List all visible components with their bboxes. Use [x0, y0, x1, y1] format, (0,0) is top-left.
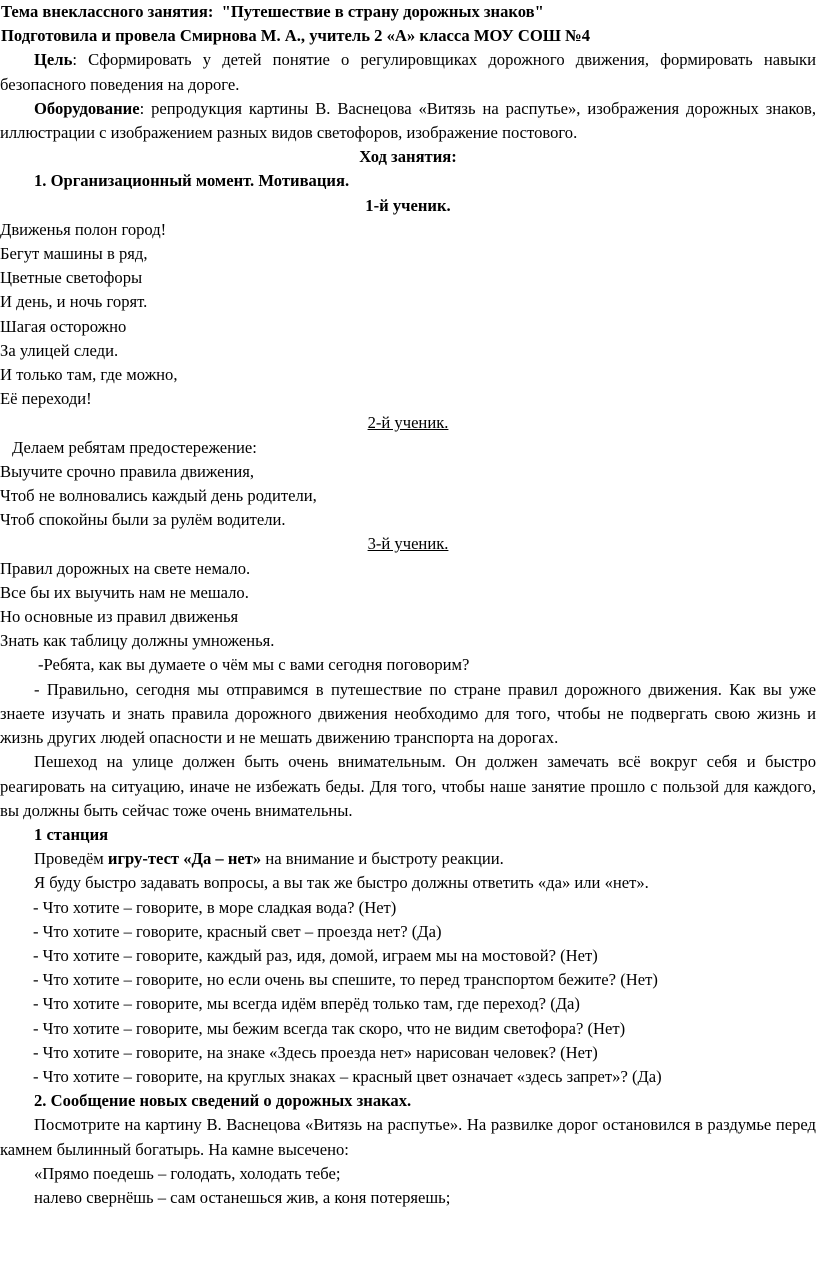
verse-line: Чтоб не волновались каждый день родители,: [0, 486, 317, 506]
section2-title: 2. Сообщение новых сведений о дорожных знаках.: [34, 1091, 412, 1111]
goal-paragraph: [0, 48, 816, 96]
intro-pre: Проведём: [34, 849, 108, 869]
station1-title: 1 станция: [34, 824, 109, 844]
student3-label: 3-й ученик.: [367, 534, 449, 554]
station1-intro: [0, 847, 816, 871]
student2-label: 2-й ученик.: [367, 413, 449, 433]
equipment-text: : репродукция картины В. Васнецова «Витязь на распутье», изображения дорожных знаков, иллюстрации с изображением разных видов светофоров, изображение постового.: [0, 98, 816, 143]
verse-line: И день, и ночь горят.: [0, 292, 148, 312]
list-item: - Что хотите – говорите, мы всегда идём вперёд только там, где переход? (Да): [33, 994, 580, 1014]
goal-label: Цель: [34, 50, 73, 70]
intro-post: на внимание и быстроту реакции.: [261, 849, 504, 869]
list-item: - Что хотите – говорите, каждый раз, идя, домой, играем мы на мостовой? (Нет): [33, 945, 598, 965]
equipment-paragraph: [0, 97, 816, 145]
list-item: - Что хотите – говорите, красный свет – проезда нет? (Да): [33, 921, 442, 941]
verse-line: Знать как таблицу должны умноженья.: [0, 631, 275, 651]
verse-line: И только там, где можно,: [0, 365, 178, 385]
topic-value: "Путешествие в страну дорожных знаков": [221, 2, 544, 21]
question-paragraph: -Ребята, как вы думаете о чём мы с вами сегодня поговорим?: [38, 655, 470, 675]
student3-verse: [0, 557, 816, 654]
list-item: - Что хотите – говорите, мы бежим всегда так скоро, что не видим светофора? (Нет): [33, 1018, 626, 1038]
verse-line: Цветные светофоры: [0, 268, 143, 288]
verse-line: Правил дорожных на свете немало.: [0, 558, 251, 578]
topic-line: [0, 0, 816, 24]
topic-label: Тема внеклассного занятия:: [1, 2, 214, 21]
verse-line: Чтоб спокойны были за рулём водители.: [0, 510, 286, 530]
quote-line: налево свернёшь – сам останешься жив, а коня потеряешь;: [34, 1187, 451, 1207]
intro-bold: игру-тест «Да – нет»: [107, 849, 262, 869]
verse-line: Все бы их выучить нам не мешало.: [0, 582, 249, 602]
course-title: Ход занятия:: [359, 147, 457, 167]
section1-title: 1. Организационный момент. Мотивация.: [34, 171, 350, 191]
verse-line: Шагая осторожно: [0, 316, 127, 336]
equipment-label: Оборудование: [34, 98, 140, 118]
verse-line: Выучите срочно правила движения,: [0, 461, 255, 481]
station1-questions: [0, 896, 816, 1090]
list-item: - Что хотите – говорите, в море сладкая вода? (Нет): [33, 897, 397, 917]
student2-verse: [0, 436, 816, 533]
answer-paragraph: - Правильно, сегодня мы отправимся в путешествие по стране правил дорожного движения. Как вы уже знаете изучать и знать правила дорожного движения необходимо для того, чтобы не подвергать свою жизнь и жизнь других людей опасности и не мешать движению транспорта на дорогах.: [0, 679, 816, 748]
section2-paragraph: Посмотрите на картину В. Васнецова «Витязь на распутье». На развилке дорог остановился в раздумье перед камнем былинный богатырь. На камне высечено:: [0, 1115, 816, 1159]
verse-line: За улицей следи.: [0, 340, 119, 360]
quote-line: «Прямо поедешь – голодать, холодать тебе;: [34, 1163, 341, 1183]
verse-line: Движенья полон город!: [0, 219, 167, 239]
verse-line: Её переходи!: [0, 389, 92, 409]
goal-text: : Сформировать у детей понятие о регулировщиках дорожного движения, формировать навыки безопасного поведения на дороге.: [0, 50, 816, 94]
author-line: Подготовила и провела Смирнова М. А., учитель 2 «А» класса МОУ СОШ №4: [1, 26, 591, 46]
list-item: - Что хотите – говорите, но если очень вы спешите, то перед транспортом бежите? (Нет): [33, 970, 658, 990]
list-item: - Что хотите – говорите, на знаке «Здесь проезда нет» нарисован человек? (Нет): [33, 1042, 598, 1062]
verse-line: Бегут машины в ряд,: [0, 244, 148, 264]
station1-instruction: Я буду быстро задавать вопросы, а вы так же быстро должны ответить «да» или «нет».: [34, 873, 649, 893]
student1-label: 1-й ученик.: [365, 195, 451, 215]
verse-line: Делаем ребятам предостережение:: [12, 437, 257, 457]
list-item: - Что хотите – говорите, на круглых знаках – красный цвет означает «здесь запрет»? (Да): [33, 1066, 662, 1086]
verse-line: Но основные из правил движенья: [0, 607, 239, 627]
pedestrian-paragraph: Пешеход на улице должен быть очень внимательным. Он должен замечать всё вокруг себя и быстро реагировать на ситуацию, иначе не избежать беды. Для того, чтобы наше занятие прошло с пользой для каждого, вы должны быть сейчас тоже очень внимательны.: [0, 752, 816, 820]
student1-verse: [0, 218, 816, 412]
